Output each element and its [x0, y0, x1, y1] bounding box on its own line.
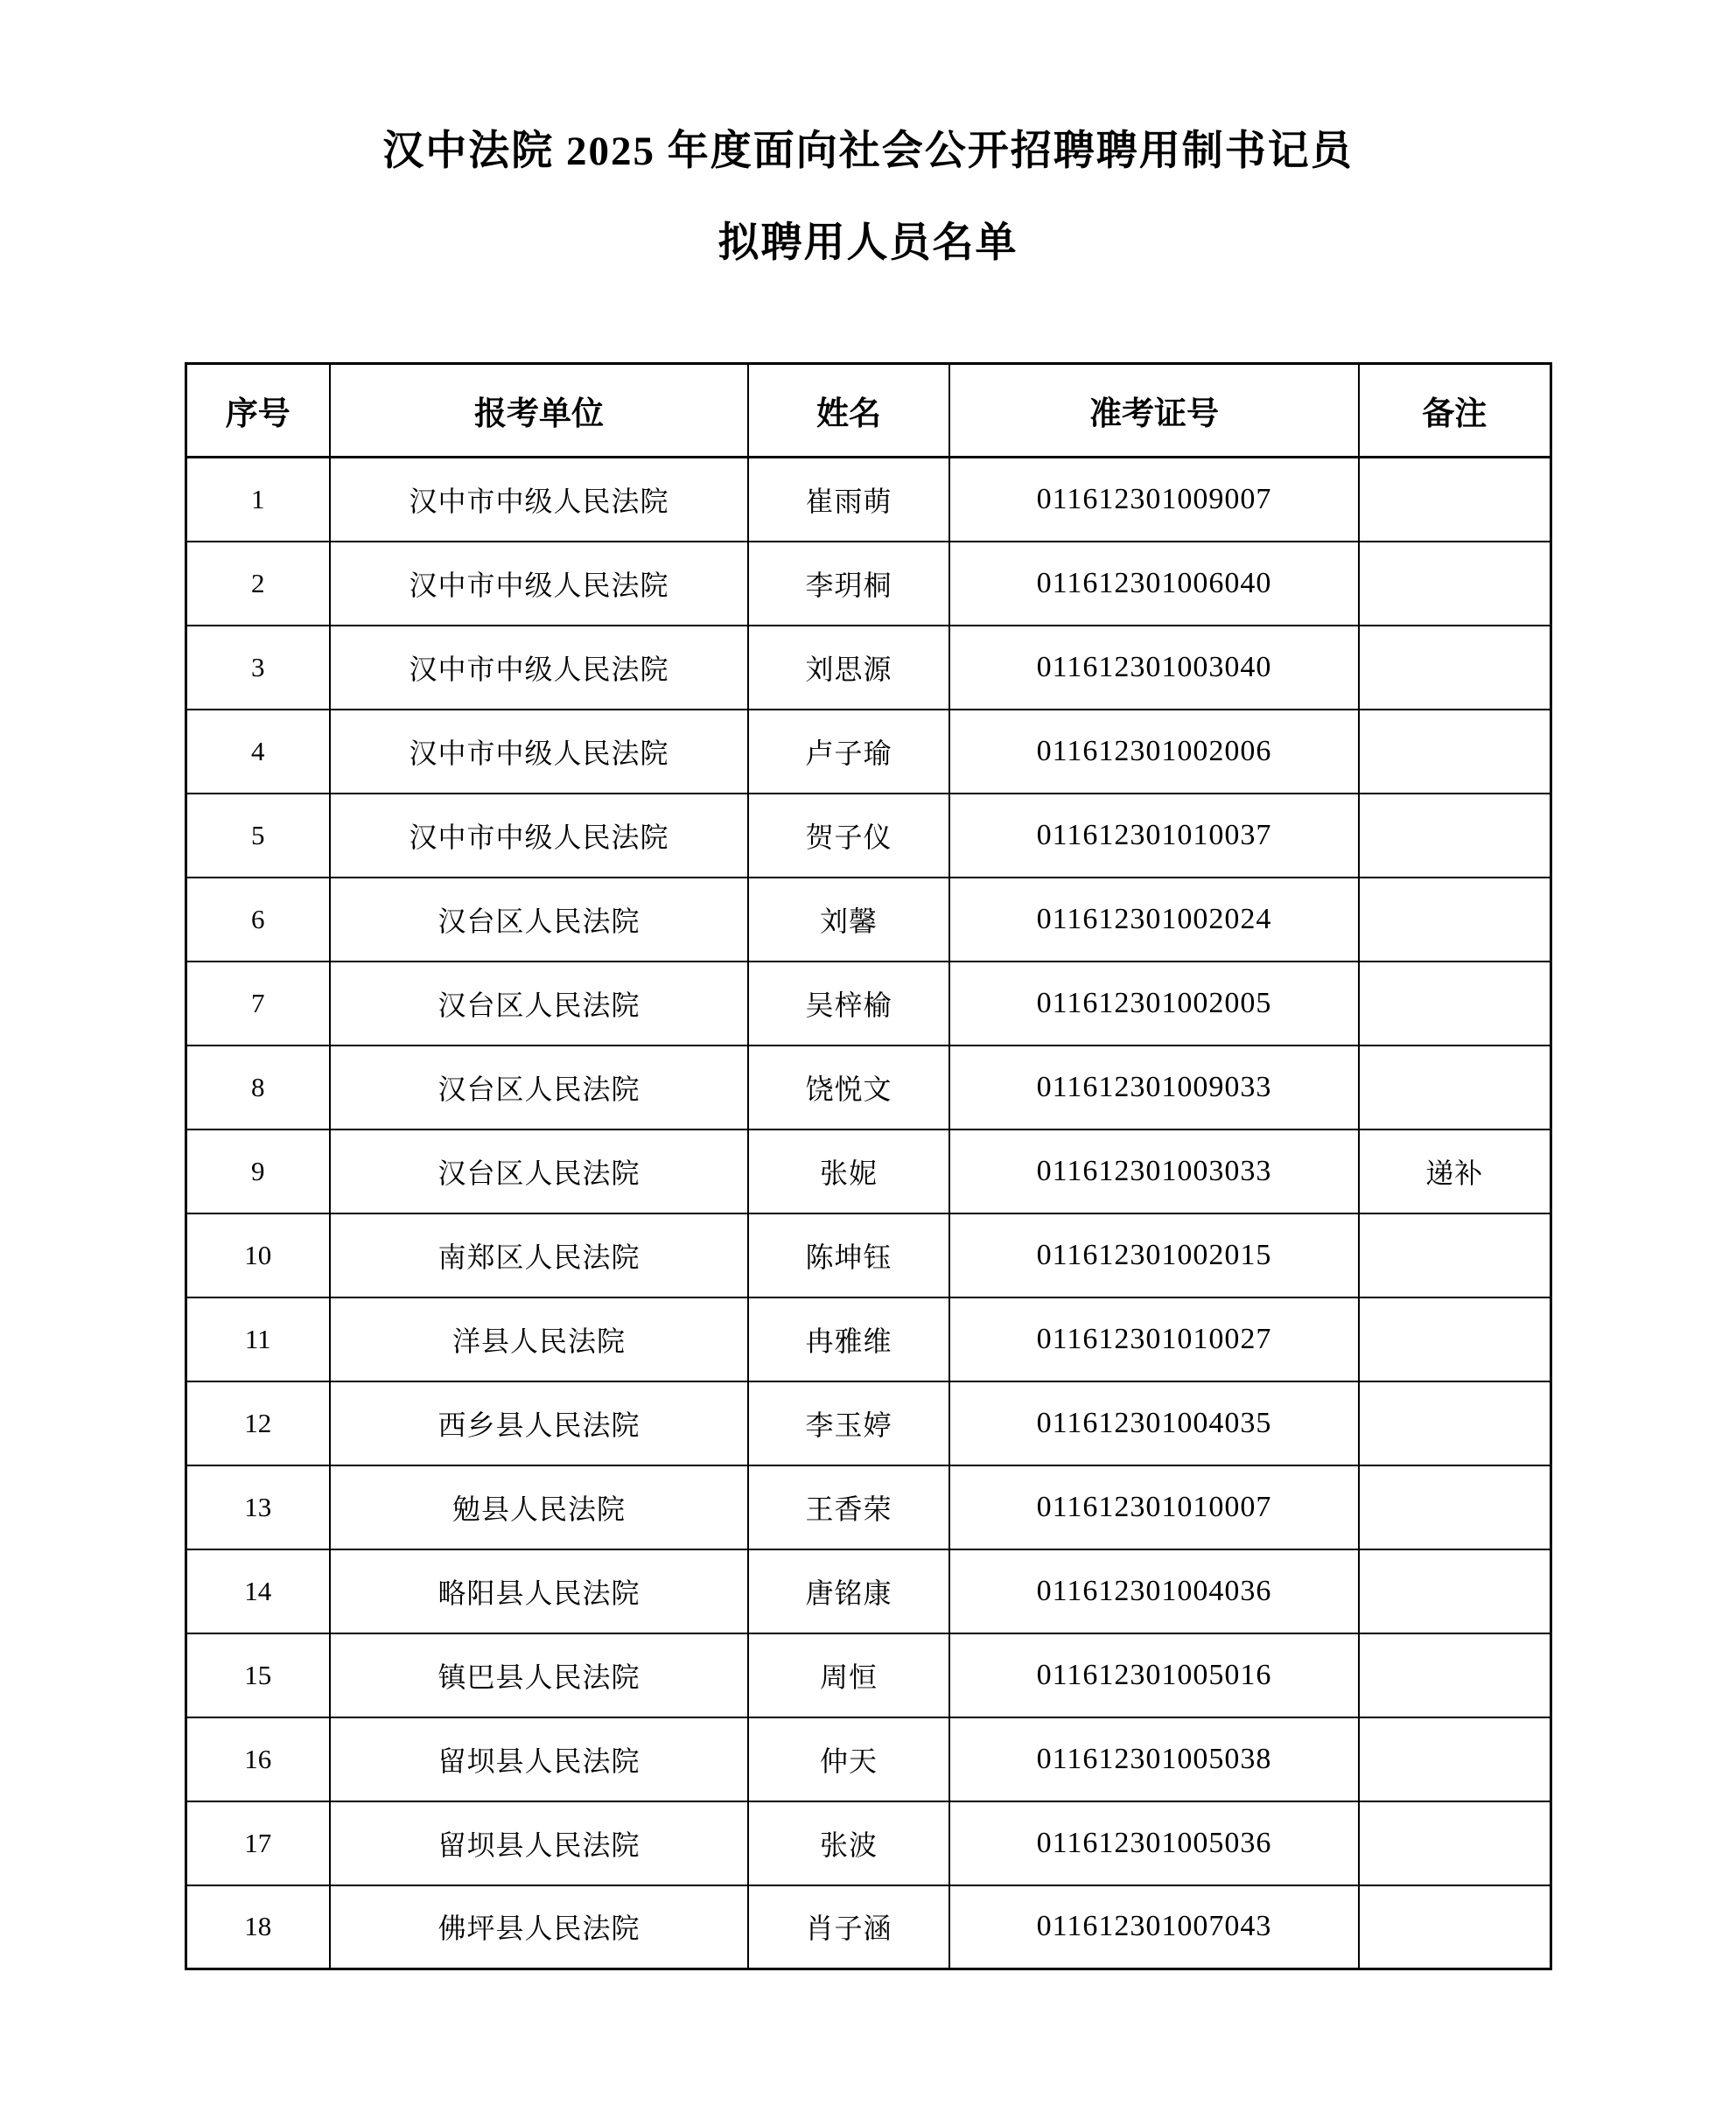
cell-serial-number: 15: [186, 1633, 330, 1717]
cell-applied-unit: 南郑区人民法院: [330, 1213, 748, 1297]
cell-ticket-number: 011612301006040: [949, 542, 1359, 626]
cell-name: 周恒: [748, 1633, 949, 1717]
cell-ticket-number: 011612301009007: [949, 458, 1359, 542]
cell-serial-number: 12: [186, 1381, 330, 1465]
cell-remark: [1359, 1801, 1550, 1885]
cell-serial-number: 8: [186, 1046, 330, 1129]
cell-applied-unit: 勉县人民法院: [330, 1465, 748, 1549]
column-header-serial-number: 序号: [186, 364, 330, 458]
table-row: [186, 1213, 1550, 1297]
cell-serial-number: 13: [186, 1465, 330, 1549]
cell-remark: [1359, 1297, 1550, 1381]
cell-ticket-number: 011612301002006: [949, 710, 1359, 794]
table-header-row: [186, 364, 1550, 458]
cell-applied-unit: 留坝县人民法院: [330, 1801, 748, 1885]
cell-serial-number: 2: [186, 542, 330, 626]
table-row: [186, 1549, 1550, 1633]
cell-ticket-number: 011612301003040: [949, 626, 1359, 710]
cell-serial-number: 14: [186, 1549, 330, 1633]
column-header-ticket-number: 准考证号: [949, 364, 1359, 458]
cell-ticket-number: 011612301003033: [949, 1129, 1359, 1213]
cell-applied-unit: 汉台区人民法院: [330, 1046, 748, 1129]
table-row: [186, 458, 1550, 542]
table-row: [186, 878, 1550, 962]
column-header-remark: 备注: [1359, 364, 1550, 458]
cell-remark: [1359, 1549, 1550, 1633]
cell-name: 陈坤钰: [748, 1213, 949, 1297]
cell-serial-number: 9: [186, 1129, 330, 1213]
table-row: [186, 1381, 1550, 1465]
cell-remark: 递补: [1359, 1129, 1550, 1213]
cell-ticket-number: 011612301007043: [949, 1885, 1359, 1969]
cell-name: 李玥桐: [748, 542, 949, 626]
cell-serial-number: 10: [186, 1213, 330, 1297]
cell-name: 李玉婷: [748, 1381, 949, 1465]
cell-ticket-number: 011612301004035: [949, 1381, 1359, 1465]
cell-serial-number: 1: [186, 458, 330, 542]
table-row: [186, 1297, 1550, 1381]
table-row: [186, 1885, 1550, 1969]
cell-ticket-number: 011612301010007: [949, 1465, 1359, 1549]
cell-name: 张波: [748, 1801, 949, 1885]
cell-ticket-number: 011612301010037: [949, 794, 1359, 878]
cell-applied-unit: 汉中市中级人民法院: [330, 710, 748, 794]
document-title-line2: 拟聘用人员名单: [718, 220, 1018, 266]
cell-remark: [1359, 626, 1550, 710]
cell-name: 王香荣: [748, 1465, 949, 1549]
cell-serial-number: 17: [186, 1801, 330, 1885]
cell-name: 肖子涵: [748, 1885, 949, 1969]
cell-name: 吴梓榆: [748, 962, 949, 1046]
cell-remark: [1359, 1213, 1550, 1297]
table-row: [186, 1801, 1550, 1885]
cell-serial-number: 11: [186, 1297, 330, 1381]
cell-ticket-number: 011612301005038: [949, 1717, 1359, 1801]
cell-ticket-number: 011612301002024: [949, 878, 1359, 962]
table-row: [186, 794, 1550, 878]
table-row: [186, 626, 1550, 710]
cell-name: 刘馨: [748, 878, 949, 962]
cell-name: 张妮: [748, 1129, 949, 1213]
cell-ticket-number: 011612301005036: [949, 1801, 1359, 1885]
cell-remark: [1359, 710, 1550, 794]
cell-serial-number: 18: [186, 1885, 330, 1969]
cell-applied-unit: 汉台区人民法院: [330, 878, 748, 962]
cell-serial-number: 6: [186, 878, 330, 962]
cell-applied-unit: 汉台区人民法院: [330, 1129, 748, 1213]
cell-ticket-number: 011612301002015: [949, 1213, 1359, 1297]
cell-remark: [1359, 1633, 1550, 1717]
table-row: [186, 1046, 1550, 1129]
cell-name: 崔雨萌: [748, 458, 949, 542]
table-row: [186, 1633, 1550, 1717]
table-row: [186, 542, 1550, 626]
cell-remark: [1359, 878, 1550, 962]
document-title-line1: 汉中法院 2025 年度面向社会公开招聘聘用制书记员: [382, 129, 1354, 174]
table-row: [186, 1717, 1550, 1801]
cell-serial-number: 7: [186, 962, 330, 1046]
cell-remark: [1359, 1717, 1550, 1801]
table-row: [186, 710, 1550, 794]
cell-applied-unit: 留坝县人民法院: [330, 1717, 748, 1801]
cell-applied-unit: 略阳县人民法院: [330, 1549, 748, 1633]
cell-ticket-number: 011612301002005: [949, 962, 1359, 1046]
cell-remark: [1359, 962, 1550, 1046]
cell-remark: [1359, 458, 1550, 542]
table-body: [186, 458, 1550, 1969]
cell-name: 仲天: [748, 1717, 949, 1801]
cell-serial-number: 4: [186, 710, 330, 794]
cell-applied-unit: 汉中市中级人民法院: [330, 626, 748, 710]
cell-remark: [1359, 1046, 1550, 1129]
cell-ticket-number: 011612301005016: [949, 1633, 1359, 1717]
cell-name: 饶悦文: [748, 1046, 949, 1129]
cell-name: 冉雅维: [748, 1297, 949, 1381]
cell-name: 刘思源: [748, 626, 949, 710]
cell-ticket-number: 011612301010027: [949, 1297, 1359, 1381]
table-row: [186, 1465, 1550, 1549]
cell-applied-unit: 西乡县人民法院: [330, 1381, 748, 1465]
cell-ticket-number: 011612301004036: [949, 1549, 1359, 1633]
cell-applied-unit: 汉中市中级人民法院: [330, 794, 748, 878]
cell-remark: [1359, 542, 1550, 626]
cell-name: 唐铭康: [748, 1549, 949, 1633]
cell-applied-unit: 佛坪县人民法院: [330, 1885, 748, 1969]
cell-remark: [1359, 1465, 1550, 1549]
hired-personnel-table: [185, 362, 1552, 1970]
cell-serial-number: 3: [186, 626, 330, 710]
cell-serial-number: 5: [186, 794, 330, 878]
cell-applied-unit: 汉台区人民法院: [330, 962, 748, 1046]
cell-applied-unit: 汉中市中级人民法院: [330, 542, 748, 626]
cell-applied-unit: 镇巴县人民法院: [330, 1633, 748, 1717]
cell-applied-unit: 汉中市中级人民法院: [330, 458, 748, 542]
table-row: [186, 1129, 1550, 1213]
cell-remark: [1359, 1885, 1550, 1969]
cell-remark: [1359, 1381, 1550, 1465]
column-header-applied-unit: 报考单位: [330, 364, 748, 458]
table-row: [186, 962, 1550, 1046]
cell-name: 卢子瑜: [748, 710, 949, 794]
cell-serial-number: 16: [186, 1717, 330, 1801]
cell-name: 贺子仪: [748, 794, 949, 878]
column-header-name: 姓名: [748, 364, 949, 458]
cell-applied-unit: 洋县人民法院: [330, 1297, 748, 1381]
cell-remark: [1359, 794, 1550, 878]
cell-ticket-number: 011612301009033: [949, 1046, 1359, 1129]
